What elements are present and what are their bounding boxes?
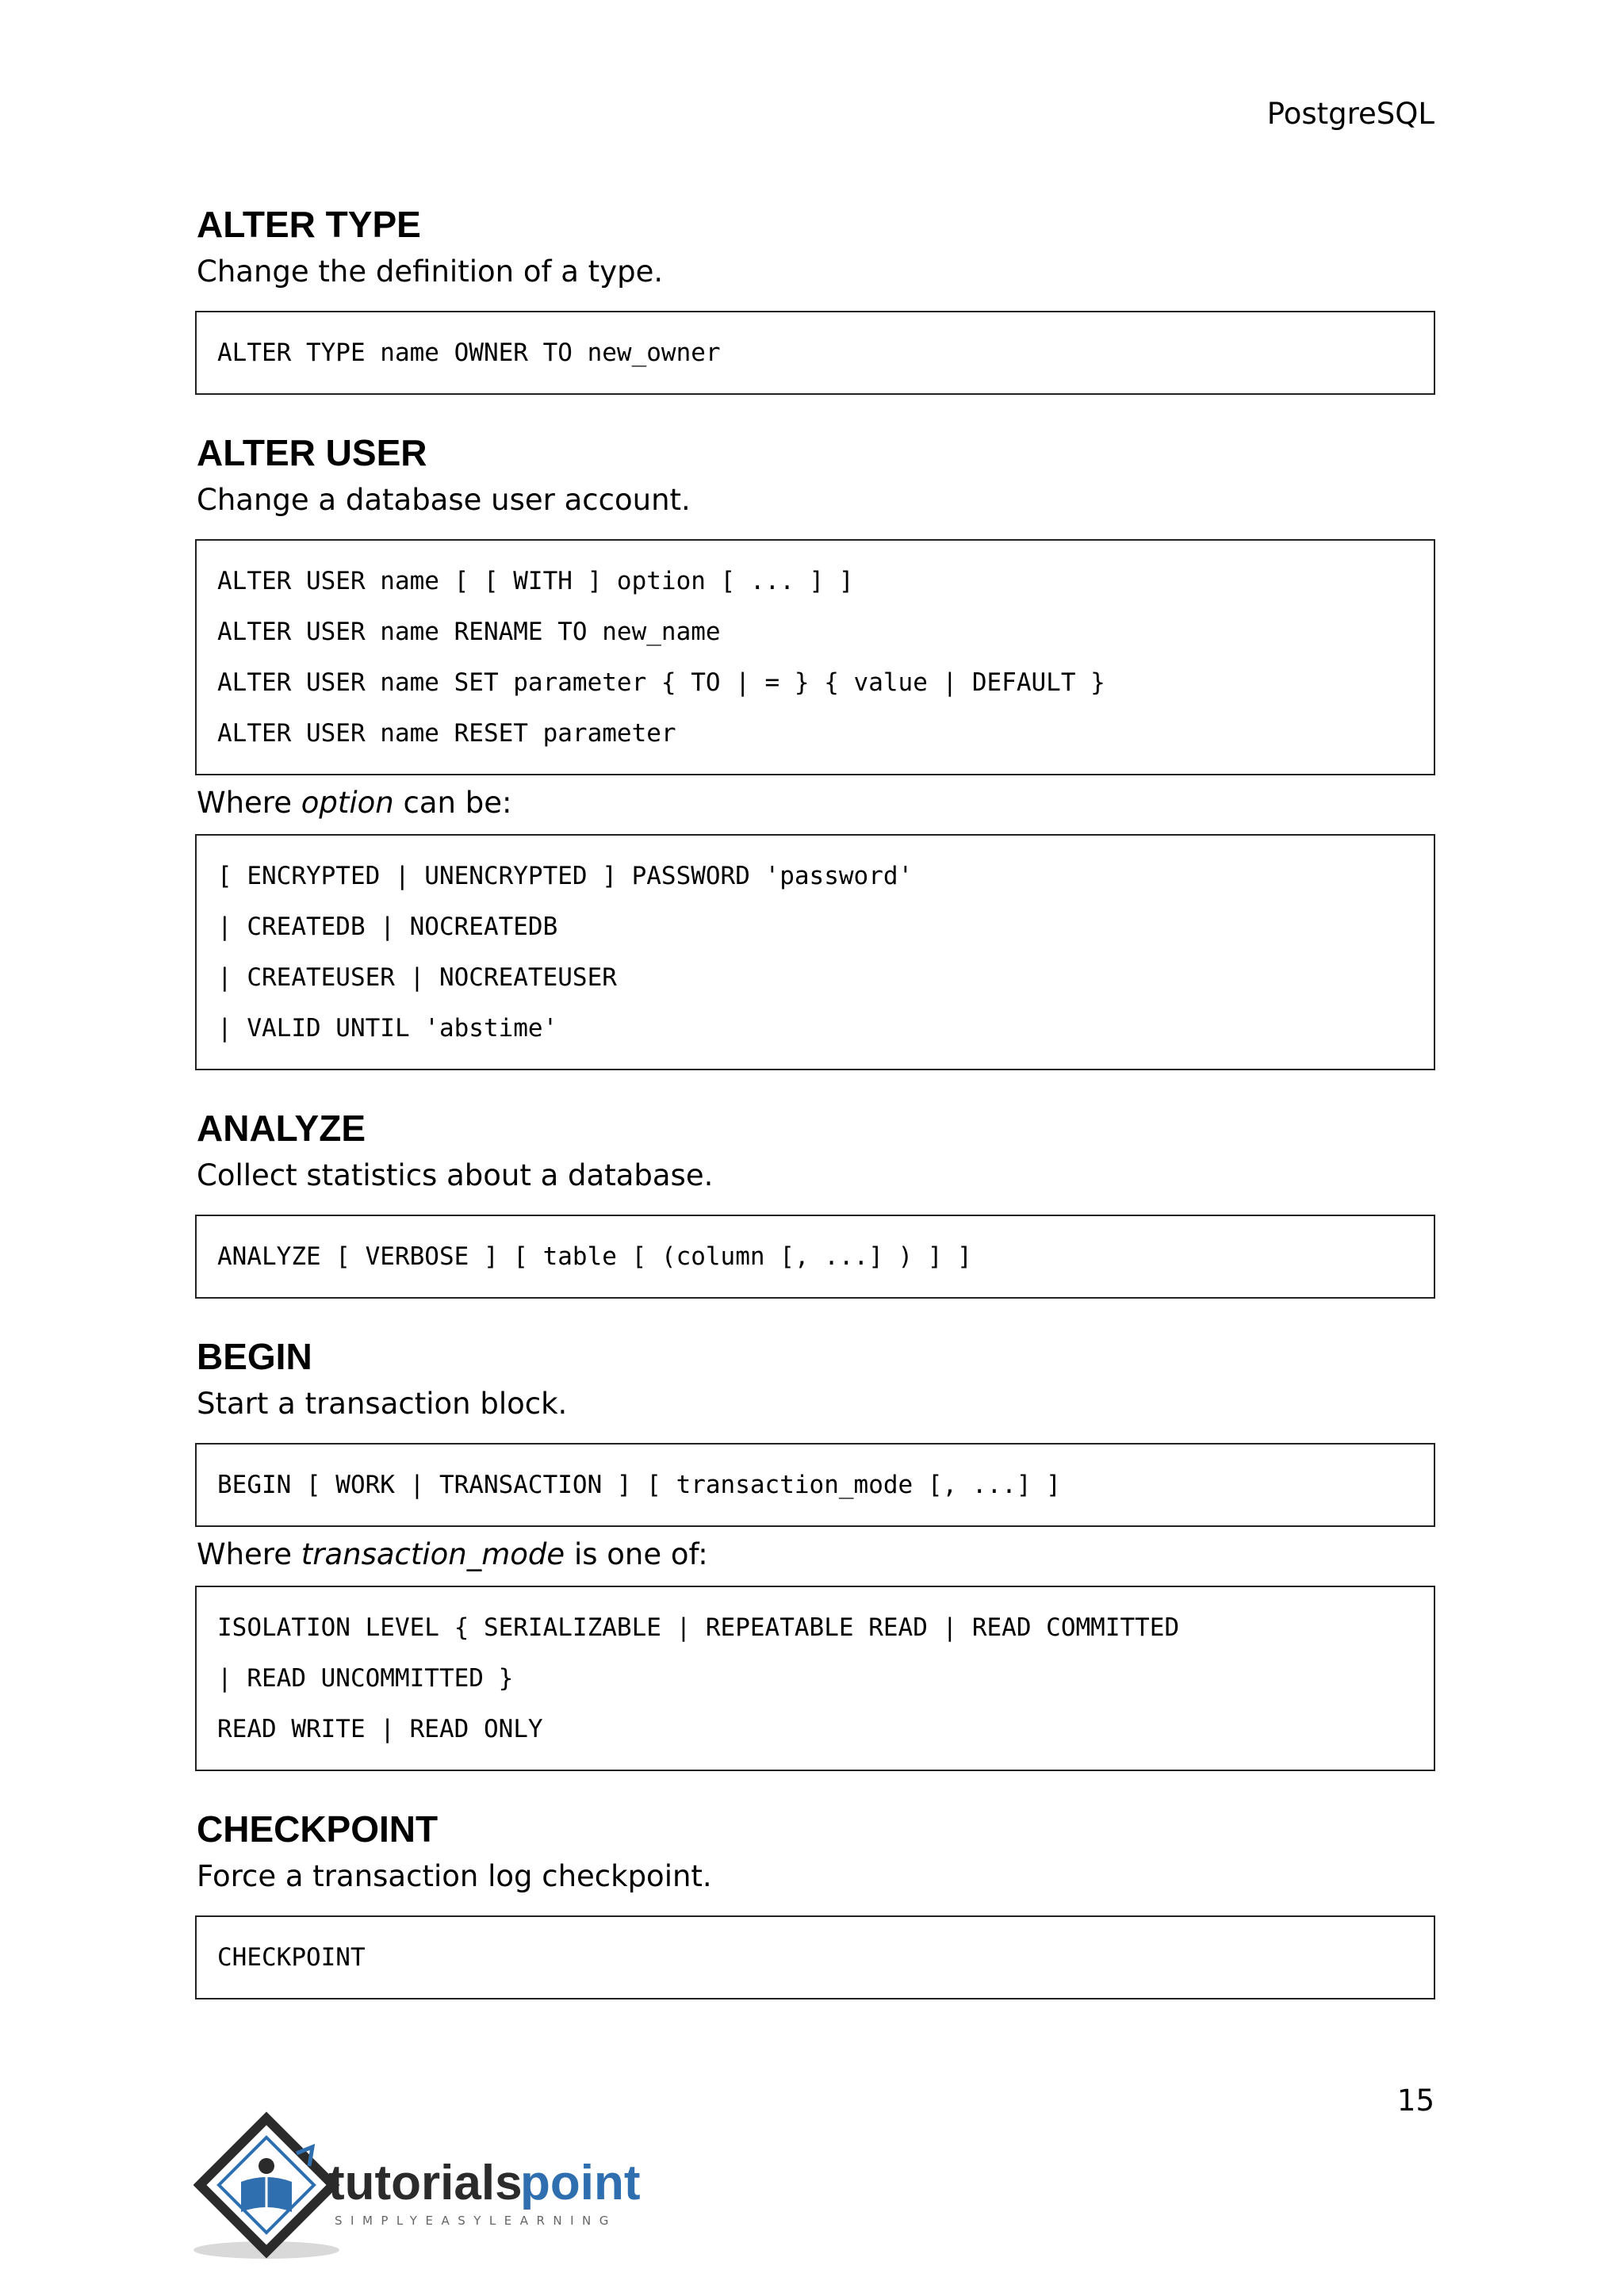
where-prefix: Where — [197, 786, 301, 820]
where-suffix: is one of: — [565, 1537, 708, 1571]
logo-word-2: point — [520, 2156, 641, 2210]
mode-code-block — [195, 1586, 1435, 1771]
section-analyze — [197, 1107, 1434, 1299]
code-line: | VALID UNTIL 'abstime' — [217, 1014, 558, 1043]
section-heading: ANALYZE — [197, 1108, 366, 1149]
code-line: | READ UNCOMMITTED } — [217, 1664, 514, 1693]
code-block — [195, 1443, 1435, 1527]
section-description: Change a database user account. — [197, 483, 691, 517]
code-line: READ WRITE | READ ONLY — [217, 1715, 543, 1743]
code-block — [195, 539, 1435, 775]
where-note — [197, 1533, 1434, 1576]
where-suffix: can be: — [393, 786, 512, 820]
section-heading: ALTER USER — [197, 432, 427, 473]
code-line: ALTER USER name RENAME TO new_name — [217, 618, 721, 646]
option-code-block — [195, 834, 1435, 1070]
where-prefix: Where — [197, 1537, 301, 1571]
where-term: transaction_mode — [301, 1537, 565, 1571]
code-line: | CREATEUSER | NOCREATEUSER — [217, 963, 617, 992]
where-note — [197, 782, 1434, 825]
code-block — [195, 311, 1435, 395]
section-description: Collect statistics about a database. — [197, 1158, 714, 1192]
code-line: BEGIN [ WORK | TRANSACTION ] [ transaction_mode [, ...] ] — [217, 1471, 1061, 1499]
code-line: ALTER USER name SET parameter { TO | = } { value | DEFAULT } — [217, 668, 1105, 697]
section-description: Start a transaction block. — [197, 1387, 568, 1421]
section-heading: ALTER TYPE — [197, 204, 421, 245]
code-line: ALTER TYPE name OWNER TO new_owner — [217, 339, 721, 367]
section-alter-type — [197, 203, 1434, 395]
section-begin — [197, 1335, 1434, 1771]
section-alter-user — [197, 431, 1434, 1070]
section-description: Change the definition of a type. — [197, 254, 664, 289]
section-description: Force a transaction log checkpoint. — [197, 1859, 712, 1893]
where-term: option — [301, 786, 394, 820]
code-line: [ ENCRYPTED | UNENCRYPTED ] PASSWORD 'password' — [217, 862, 914, 890]
code-line: ANALYZE [ VERBOSE ] [ table [ (column [, ...] ) ] ] — [217, 1242, 972, 1271]
tutorialspoint-logo — [193, 2110, 685, 2261]
section-checkpoint — [197, 1808, 1434, 1999]
code-line: ALTER USER name RESET parameter — [217, 719, 676, 748]
page-content — [197, 203, 1434, 1999]
running-header: PostgreSQL — [1266, 97, 1434, 131]
page-number: 15 — [1396, 2084, 1434, 2118]
code-line: ISOLATION LEVEL { SERIALIZABLE | REPEATABLE READ | READ COMMITTED — [217, 1613, 1180, 1642]
logo-tagline: SIMPLYEASYLEARNING — [335, 2214, 617, 2228]
code-line: ALTER USER name [ [ WITH ] option [ ... ] ] — [217, 567, 854, 595]
code-block — [195, 1215, 1435, 1299]
code-line: CHECKPOINT — [217, 1943, 366, 1972]
code-line: | CREATEDB | NOCREATEDB — [217, 913, 558, 941]
logo-head-icon — [259, 2158, 274, 2174]
logo-word-1: tutorials — [328, 2156, 523, 2210]
section-heading: CHECKPOINT — [197, 1808, 439, 1850]
code-block — [195, 1915, 1435, 1999]
section-heading: BEGIN — [197, 1336, 312, 1377]
